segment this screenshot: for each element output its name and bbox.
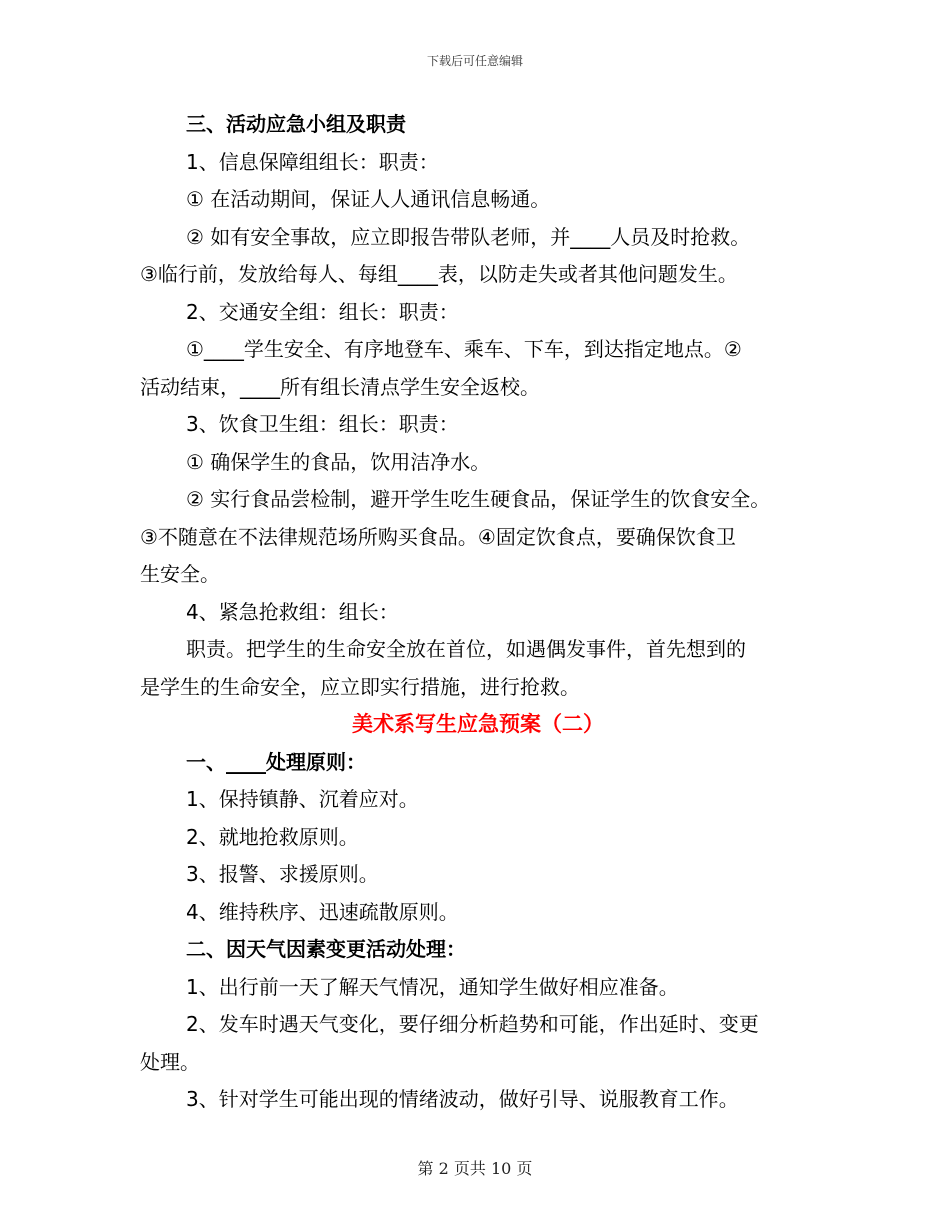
paragraph-line: 3、报警、求援原则。 xyxy=(186,862,379,886)
paragraph-line: 4、紧急抢救组：组长： xyxy=(186,599,399,624)
paragraph-line: 2、发车时遇天气变化，要仔细分析趋势和可能，作出延时、变更 xyxy=(186,1012,759,1036)
page-footer: 第 2 页共 10 页 xyxy=(417,1159,533,1178)
paragraph-line: 1、保持镇静、沉着应对。 xyxy=(186,787,419,811)
paragraph-line: 是学生的生命安全，应立即实行措施，进行抢救。 xyxy=(140,674,580,699)
paragraph-line: 生安全。 xyxy=(140,562,220,586)
paragraph-line: 处理。 xyxy=(140,1049,200,1074)
paragraph-line: 1、出行前一天了解天气情况，通知学生做好相应准备。 xyxy=(186,974,679,999)
paragraph-line: 2、交通安全组：组长：职责： xyxy=(186,299,459,324)
section-title: 美术系写生应急预案（二） xyxy=(352,712,604,736)
paragraph-line: ①____学生安全、有序地登车、乘车、下车，到达指定地点。② xyxy=(186,337,742,361)
paragraph-line: 4、维持秩序、迅速疏散原则。 xyxy=(186,899,459,924)
paragraph-line: 职责。把学生的生命安全放在首位，如遇偶发事件，首先想到的 xyxy=(186,637,746,661)
section-heading: 三、活动应急小组及职责 xyxy=(186,112,406,136)
paragraph-line: ② 如有安全事故，应立即报告带队老师，并____人员及时抢救。 xyxy=(186,224,751,249)
document-body xyxy=(140,106,816,1119)
paragraph-line: 3、饮食卫生组：组长：职责： xyxy=(186,412,459,436)
paragraph-line: 3、针对学生可能出现的情绪波动，做好引导、说服教育工作。 xyxy=(186,1087,739,1111)
paragraph-line: ① 在活动期间，保证人人通讯信息畅通。 xyxy=(186,187,551,211)
paragraph-line: ① 确保学生的食品，饮用洁净水。 xyxy=(186,449,491,474)
paragraph-line: 活动结束，____所有组长清点学生安全返校。 xyxy=(140,374,540,399)
paragraph-line: 1、信息保障组组长：职责： xyxy=(186,149,439,174)
section-heading: 一、____处理原则： xyxy=(186,749,366,774)
paragraph-line: 2、就地抢救原则。 xyxy=(186,824,359,849)
page-header: 下载后可任意编辑 xyxy=(426,54,523,68)
paragraph-line: ② 实行食品尝检制，避开学生吃生硬食品，保证学生的饮食安全。 xyxy=(186,487,771,511)
paragraph-line: ③不随意在不法律规范场所购买食品。④固定饮食点，要确保饮食卫 xyxy=(140,524,736,549)
section-heading: 二、因天气因素变更活动处理： xyxy=(186,937,466,961)
paragraph-line: ③临行前，发放给每人、每组____表，以防走失或者其他问题发生。 xyxy=(140,262,738,286)
